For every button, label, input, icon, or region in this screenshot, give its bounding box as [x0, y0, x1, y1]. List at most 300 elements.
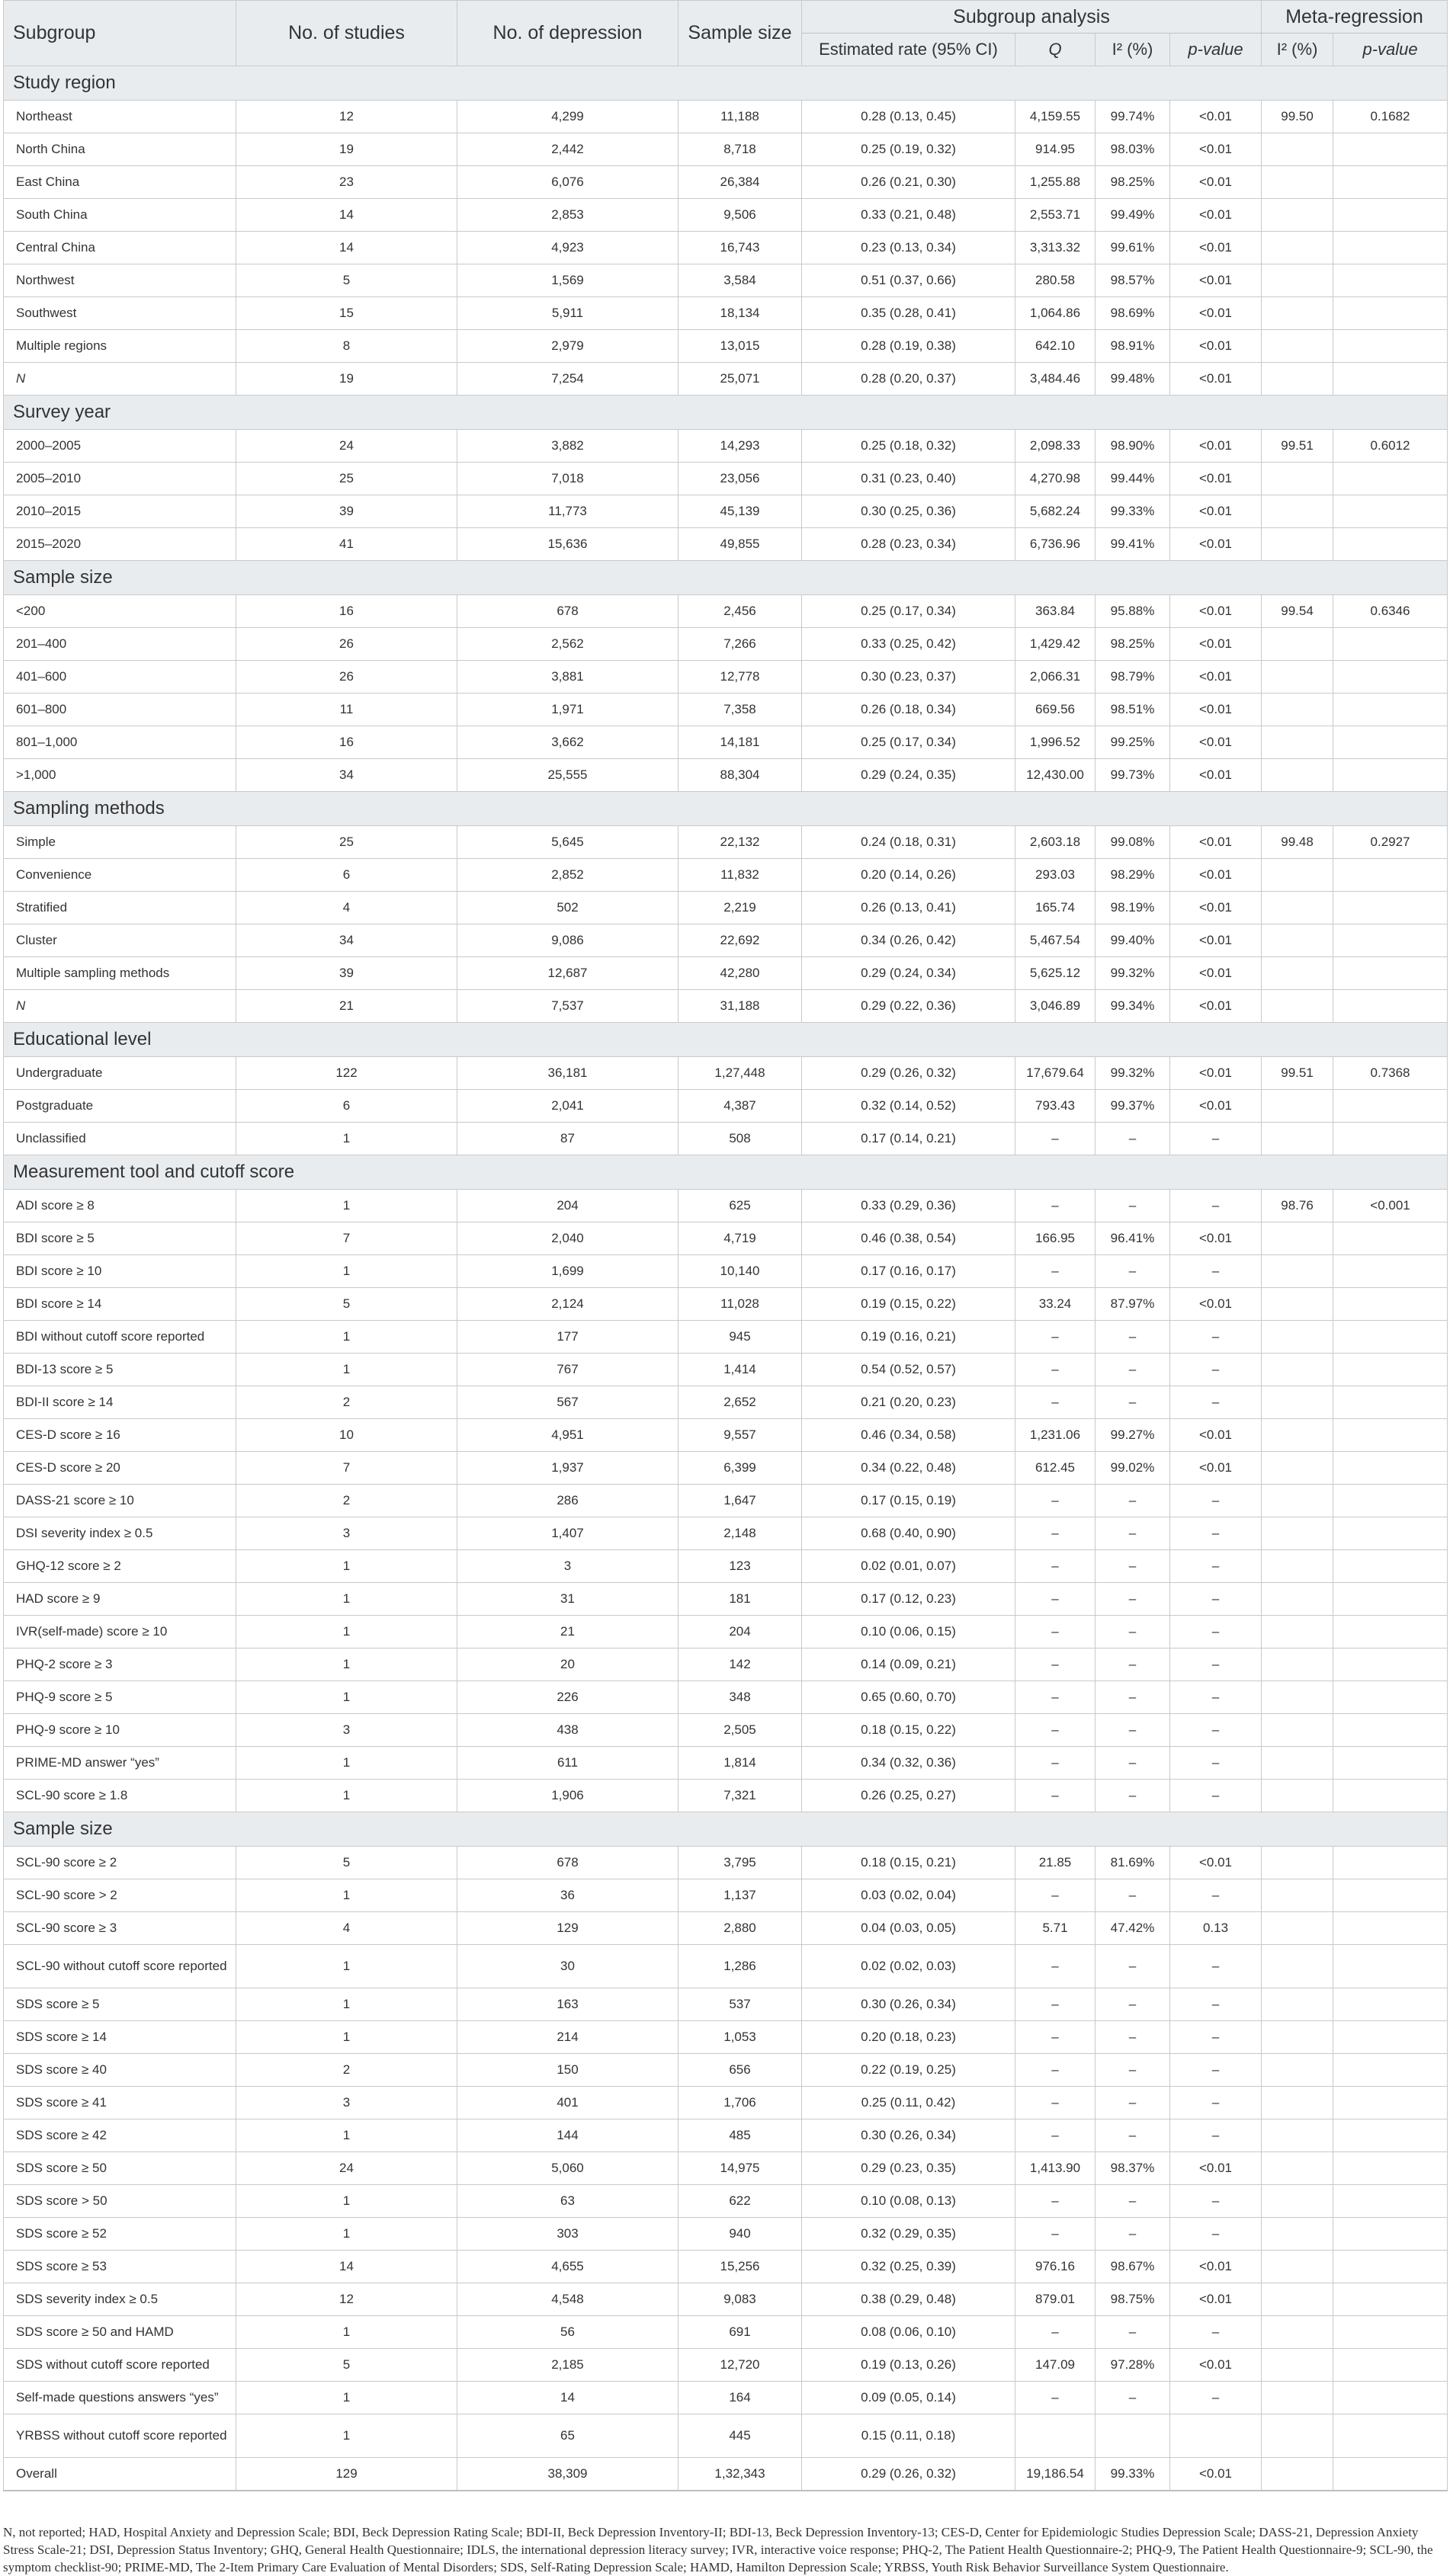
cell-depression: 4,655 — [457, 2251, 678, 2283]
cell-q: 166.95 — [1015, 1222, 1096, 1255]
cell-q: 147.09 — [1015, 2349, 1096, 2382]
cell-q: – — [1015, 1123, 1096, 1155]
cell-subgroup: East China — [4, 166, 236, 199]
cell-i2: 99.33% — [1096, 495, 1170, 528]
table-row — [4, 1945, 1448, 1988]
cell-estimated-rate: 0.10 (0.08, 0.13) — [802, 2185, 1015, 2218]
cell-subgroup: SDS score ≥ 50 — [4, 2152, 236, 2185]
table-row — [4, 1090, 1448, 1123]
cell-depression: 678 — [457, 1847, 678, 1879]
cell-sample-size: 622 — [678, 2185, 802, 2218]
cell-depression: 31 — [457, 1583, 678, 1616]
cell-q: 19,186.54 — [1015, 2458, 1096, 2491]
cell-estimated-rate: 0.18 (0.15, 0.21) — [802, 1847, 1015, 1879]
table-row — [4, 2021, 1448, 2054]
cell-p-value: – — [1170, 1190, 1262, 1222]
cell-mr-i2: 99.54 — [1262, 595, 1333, 628]
cell-depression: 7,537 — [457, 990, 678, 1023]
cell-depression: 401 — [457, 2087, 678, 2119]
cell-p-value: – — [1170, 1583, 1262, 1616]
cell-mr-p-value — [1333, 495, 1448, 528]
cell-studies: 8 — [236, 330, 457, 363]
cell-sample-size: 485 — [678, 2119, 802, 2152]
cell-q: – — [1015, 1616, 1096, 1648]
cell-subgroup: IVR(self-made) score ≥ 10 — [4, 1616, 236, 1648]
cell-mr-i2 — [1262, 1847, 1333, 1879]
cell-subgroup: SDS severity index ≥ 0.5 — [4, 2283, 236, 2316]
cell-mr-i2 — [1262, 1879, 1333, 1912]
cell-depression: 3,882 — [457, 430, 678, 463]
cell-mr-i2 — [1262, 957, 1333, 990]
cell-i2: 96.41% — [1096, 1222, 1170, 1255]
cell-mr-p-value — [1333, 1583, 1448, 1616]
cell-estimated-rate: 0.38 (0.29, 0.48) — [802, 2283, 1015, 2316]
cell-i2: 99.37% — [1096, 1090, 1170, 1123]
cell-depression: 226 — [457, 1681, 678, 1714]
cell-subgroup: BDI-II score ≥ 14 — [4, 1386, 236, 1419]
cell-p-value: <0.01 — [1170, 495, 1262, 528]
cell-q: – — [1015, 1517, 1096, 1550]
cell-estimated-rate: 0.26 (0.13, 0.41) — [802, 892, 1015, 924]
cell-p-value: <0.01 — [1170, 430, 1262, 463]
table-row — [4, 694, 1448, 726]
cell-studies: 23 — [236, 166, 457, 199]
cell-p-value: – — [1170, 2119, 1262, 2152]
table-row — [4, 199, 1448, 232]
cell-mr-i2 — [1262, 232, 1333, 264]
table-row — [4, 1780, 1448, 1812]
cell-p-value: – — [1170, 1945, 1262, 1988]
cell-subgroup: 2010–2015 — [4, 495, 236, 528]
cell-p-value: <0.01 — [1170, 264, 1262, 297]
cell-estimated-rate: 0.19 (0.13, 0.26) — [802, 2349, 1015, 2382]
cell-p-value: – — [1170, 2218, 1262, 2251]
cell-i2: – — [1096, 2054, 1170, 2087]
cell-mr-i2 — [1262, 330, 1333, 363]
cell-studies: 1 — [236, 1648, 457, 1681]
cell-estimated-rate: 0.65 (0.60, 0.70) — [802, 1681, 1015, 1714]
cell-p-value: – — [1170, 1616, 1262, 1648]
subgroup-table — [3, 0, 1448, 2491]
cell-i2: – — [1096, 1485, 1170, 1517]
table-row — [4, 1452, 1448, 1485]
cell-i2: 98.37% — [1096, 2152, 1170, 2185]
cell-p-value: <0.01 — [1170, 1090, 1262, 1123]
cell-mr-p-value — [1333, 1988, 1448, 2021]
table-row — [4, 859, 1448, 892]
cell-mr-i2 — [1262, 1321, 1333, 1354]
table-row — [4, 1681, 1448, 1714]
cell-i2: – — [1096, 2087, 1170, 2119]
cell-mr-p-value — [1333, 463, 1448, 495]
cell-studies: 3 — [236, 1714, 457, 1747]
cell-q: – — [1015, 1714, 1096, 1747]
section-title: Educational level — [4, 1023, 1448, 1057]
cell-q: – — [1015, 1485, 1096, 1517]
col-p-value: p-value — [1170, 34, 1262, 66]
cell-depression: 20 — [457, 1648, 678, 1681]
cell-sample-size: 23,056 — [678, 463, 802, 495]
cell-mr-i2 — [1262, 1386, 1333, 1419]
cell-p-value: <0.01 — [1170, 661, 1262, 694]
cell-subgroup: SCL-90 score > 2 — [4, 1879, 236, 1912]
cell-subgroup: SCL-90 score ≥ 2 — [4, 1847, 236, 1879]
cell-i2: – — [1096, 1123, 1170, 1155]
table-body — [4, 66, 1448, 2491]
cell-p-value: <0.01 — [1170, 297, 1262, 330]
cell-studies: 3 — [236, 1517, 457, 1550]
cell-subgroup: SDS score ≥ 53 — [4, 2251, 236, 2283]
cell-q: 612.45 — [1015, 1452, 1096, 1485]
cell-mr-i2 — [1262, 2414, 1333, 2458]
table-row — [4, 1485, 1448, 1517]
group-meta-regression: Meta-regression — [1262, 1, 1448, 34]
cell-sample-size: 164 — [678, 2382, 802, 2414]
cell-sample-size: 12,778 — [678, 661, 802, 694]
cell-subgroup: PHQ-9 score ≥ 5 — [4, 1681, 236, 1714]
cell-sample-size: 123 — [678, 1550, 802, 1583]
cell-sample-size: 2,456 — [678, 595, 802, 628]
cell-depression: 9,086 — [457, 924, 678, 957]
cell-sample-size: 88,304 — [678, 759, 802, 792]
cell-subgroup: PRIME-MD answer “yes” — [4, 1747, 236, 1780]
cell-p-value: <0.01 — [1170, 628, 1262, 661]
table-row — [4, 1583, 1448, 1616]
table-row — [4, 133, 1448, 166]
cell-depression: 4,548 — [457, 2283, 678, 2316]
cell-i2: 99.08% — [1096, 826, 1170, 859]
cell-mr-p-value: <0.001 — [1333, 1190, 1448, 1222]
cell-depression: 1,971 — [457, 694, 678, 726]
cell-p-value: – — [1170, 1485, 1262, 1517]
cell-estimated-rate: 0.29 (0.23, 0.35) — [802, 2152, 1015, 2185]
cell-mr-i2 — [1262, 1912, 1333, 1945]
table-row — [4, 363, 1448, 396]
cell-sample-size: 15,256 — [678, 2251, 802, 2283]
cell-sample-size: 42,280 — [678, 957, 802, 990]
cell-q: – — [1015, 1780, 1096, 1812]
cell-studies: 34 — [236, 924, 457, 957]
cell-studies: 2 — [236, 2054, 457, 2087]
col-mr-i2: I² (%) — [1262, 34, 1333, 66]
cell-depression: 5,645 — [457, 826, 678, 859]
cell-i2: – — [1096, 1354, 1170, 1386]
cell-estimated-rate: 0.34 (0.22, 0.48) — [802, 1452, 1015, 1485]
cell-i2: – — [1096, 1550, 1170, 1583]
cell-mr-p-value — [1333, 1747, 1448, 1780]
cell-sample-size: 22,132 — [678, 826, 802, 859]
cell-mr-p-value — [1333, 2382, 1448, 2414]
cell-mr-p-value — [1333, 1485, 1448, 1517]
table-row — [4, 957, 1448, 990]
cell-i2: 99.33% — [1096, 2458, 1170, 2491]
cell-mr-i2 — [1262, 2349, 1333, 2382]
cell-mr-i2 — [1262, 1090, 1333, 1123]
cell-mr-i2 — [1262, 363, 1333, 396]
cell-q: – — [1015, 1988, 1096, 2021]
cell-mr-p-value — [1333, 264, 1448, 297]
cell-depression: 2,853 — [457, 199, 678, 232]
cell-p-value: <0.01 — [1170, 595, 1262, 628]
cell-sample-size: 49,855 — [678, 528, 802, 561]
cell-estimated-rate: 0.26 (0.25, 0.27) — [802, 1780, 1015, 1812]
table-row — [4, 1648, 1448, 1681]
table-row — [4, 1354, 1448, 1386]
table-row — [4, 1879, 1448, 1912]
cell-p-value: – — [1170, 1321, 1262, 1354]
cell-mr-p-value — [1333, 2349, 1448, 2382]
cell-depression: 204 — [457, 1190, 678, 1222]
cell-mr-p-value — [1333, 628, 1448, 661]
cell-subgroup: PHQ-2 score ≥ 3 — [4, 1648, 236, 1681]
section-header — [4, 1023, 1448, 1057]
cell-sample-size: 25,071 — [678, 363, 802, 396]
cell-mr-i2 — [1262, 2152, 1333, 2185]
cell-estimated-rate: 0.17 (0.16, 0.17) — [802, 1255, 1015, 1288]
cell-mr-p-value — [1333, 661, 1448, 694]
table-row — [4, 528, 1448, 561]
cell-subgroup: Undergraduate — [4, 1057, 236, 1090]
table-row — [4, 1419, 1448, 1452]
cell-sample-size: 9,506 — [678, 199, 802, 232]
cell-depression: 1,937 — [457, 1452, 678, 1485]
cell-i2: – — [1096, 2119, 1170, 2152]
cell-estimated-rate: 0.02 (0.01, 0.07) — [802, 1550, 1015, 1583]
cell-q: 363.84 — [1015, 595, 1096, 628]
cell-i2: 98.75% — [1096, 2283, 1170, 2316]
cell-depression: 129 — [457, 1912, 678, 1945]
cell-mr-i2 — [1262, 1988, 1333, 2021]
cell-depression: 3 — [457, 1550, 678, 1583]
cell-subgroup: BDI score ≥ 10 — [4, 1255, 236, 1288]
cell-mr-i2 — [1262, 1452, 1333, 1485]
cell-mr-i2: 99.51 — [1262, 430, 1333, 463]
cell-p-value: <0.01 — [1170, 101, 1262, 133]
table-row — [4, 990, 1448, 1023]
cell-estimated-rate: 0.03 (0.02, 0.04) — [802, 1879, 1015, 1912]
cell-i2: – — [1096, 1583, 1170, 1616]
col-subgroup: Subgroup — [4, 1, 236, 66]
table-footnote: N, not reported; HAD, Hospital Anxiety and Depression Scale; BDI, Beck Depression Rating Scale; BDI-II, Beck Depression Inventory-II; BDI-13, Beck Depression Inventory-13; CES-D, Center for Epidemiologic Studies Depression Scale; DASS-21, Depression Anxiety Stress Scale-21; DSI, Depression Status Inventory; GHQ, General Health Questionnaire; IDLS, the international depression literacy survey; IVR, interactive voice response; PHQ-2, The Patient Health Questionnaire-2; PHQ-9, The Patient Health Questionnaire-9; SCL-90, the symptom checklist-90; PRIME-MD, The 2-Item Primary Care Evaluation of Mental Disorders; SDS, Self-Rating Depression Scale; HAMD, Hamilton Depression Scale; YRBSS, Youth Risk Behavior Surveillance System Questionnaire. — [3, 2525, 1433, 2574]
table-row — [4, 2218, 1448, 2251]
cell-q: – — [1015, 2185, 1096, 2218]
cell-subgroup: South China — [4, 199, 236, 232]
cell-studies: 14 — [236, 232, 457, 264]
cell-studies: 21 — [236, 990, 457, 1023]
cell-studies: 25 — [236, 826, 457, 859]
cell-estimated-rate: 0.30 (0.26, 0.34) — [802, 2119, 1015, 2152]
table-row — [4, 661, 1448, 694]
cell-subgroup: SDS score ≥ 5 — [4, 1988, 236, 2021]
col-studies: No. of studies — [236, 1, 457, 66]
cell-subgroup: SDS without cutoff score reported — [4, 2349, 236, 2382]
cell-studies: 12 — [236, 2283, 457, 2316]
cell-mr-p-value — [1333, 2251, 1448, 2283]
cell-p-value — [1170, 2414, 1262, 2458]
cell-estimated-rate: 0.35 (0.28, 0.41) — [802, 297, 1015, 330]
cell-depression: 14 — [457, 2382, 678, 2414]
cell-mr-i2 — [1262, 2087, 1333, 2119]
cell-estimated-rate: 0.08 (0.06, 0.10) — [802, 2316, 1015, 2349]
cell-subgroup: Convenience — [4, 859, 236, 892]
cell-i2: 98.67% — [1096, 2251, 1170, 2283]
cell-depression: 63 — [457, 2185, 678, 2218]
cell-i2: – — [1096, 1255, 1170, 1288]
cell-mr-i2 — [1262, 2382, 1333, 2414]
cell-estimated-rate: 0.25 (0.17, 0.34) — [802, 726, 1015, 759]
section-header — [4, 1812, 1448, 1847]
table-row — [4, 101, 1448, 133]
cell-mr-i2 — [1262, 2458, 1333, 2491]
cell-mr-i2: 99.48 — [1262, 826, 1333, 859]
cell-sample-size: 1,706 — [678, 2087, 802, 2119]
cell-q: – — [1015, 1255, 1096, 1288]
cell-mr-i2 — [1262, 759, 1333, 792]
table-row — [4, 1714, 1448, 1747]
cell-p-value: – — [1170, 1255, 1262, 1288]
cell-p-value: <0.01 — [1170, 2251, 1262, 2283]
cell-mr-p-value — [1333, 1517, 1448, 1550]
cell-studies: 1 — [236, 2218, 457, 2251]
col-q: Q — [1015, 34, 1096, 66]
cell-sample-size: 656 — [678, 2054, 802, 2087]
cell-mr-i2: 99.50 — [1262, 101, 1333, 133]
cell-estimated-rate: 0.25 (0.18, 0.32) — [802, 430, 1015, 463]
cell-q: – — [1015, 2087, 1096, 2119]
cell-mr-p-value — [1333, 1354, 1448, 1386]
cell-i2: – — [1096, 2185, 1170, 2218]
cell-subgroup: DSI severity index ≥ 0.5 — [4, 1517, 236, 1550]
cell-estimated-rate: 0.29 (0.24, 0.34) — [802, 957, 1015, 990]
cell-sample-size: 691 — [678, 2316, 802, 2349]
cell-sample-size: 3,795 — [678, 1847, 802, 1879]
table-row — [4, 1847, 1448, 1879]
cell-q: 976.16 — [1015, 2251, 1096, 2283]
table-row — [4, 628, 1448, 661]
cell-studies: 2 — [236, 1386, 457, 1419]
cell-subgroup: Self-made questions answers “yes” — [4, 2382, 236, 2414]
cell-studies: 5 — [236, 1847, 457, 1879]
section-header — [4, 66, 1448, 101]
cell-mr-i2 — [1262, 1550, 1333, 1583]
cell-i2: – — [1096, 1517, 1170, 1550]
cell-estimated-rate: 0.25 (0.17, 0.34) — [802, 595, 1015, 628]
cell-mr-p-value — [1333, 2185, 1448, 2218]
cell-q: – — [1015, 1583, 1096, 1616]
table-row — [4, 1321, 1448, 1354]
cell-subgroup: SCL-90 without cutoff score reported — [4, 1945, 236, 1988]
cell-p-value: – — [1170, 2185, 1262, 2218]
cell-estimated-rate: 0.34 (0.26, 0.42) — [802, 924, 1015, 957]
cell-estimated-rate: 0.26 (0.18, 0.34) — [802, 694, 1015, 726]
cell-mr-p-value — [1333, 990, 1448, 1023]
cell-mr-i2 — [1262, 199, 1333, 232]
cell-sample-size: 2,880 — [678, 1912, 802, 1945]
cell-studies: 14 — [236, 2251, 457, 2283]
cell-subgroup: Postgraduate — [4, 1090, 236, 1123]
cell-sample-size: 1,286 — [678, 1945, 802, 1988]
cell-mr-p-value: 0.7368 — [1333, 1057, 1448, 1090]
cell-mr-p-value — [1333, 232, 1448, 264]
cell-subgroup: >1,000 — [4, 759, 236, 792]
cell-subgroup: SDS score ≥ 52 — [4, 2218, 236, 2251]
cell-sample-size: 4,387 — [678, 1090, 802, 1123]
cell-depression: 144 — [457, 2119, 678, 2152]
cell-q: – — [1015, 1550, 1096, 1583]
cell-studies: 1 — [236, 2316, 457, 2349]
cell-mr-p-value: 0.6012 — [1333, 430, 1448, 463]
cell-mr-p-value: 0.2927 — [1333, 826, 1448, 859]
cell-mr-p-value — [1333, 2283, 1448, 2316]
cell-studies: 1 — [236, 1190, 457, 1222]
cell-p-value: <0.01 — [1170, 1847, 1262, 1879]
cell-p-value: <0.01 — [1170, 199, 1262, 232]
cell-estimated-rate: 0.22 (0.19, 0.25) — [802, 2054, 1015, 2087]
cell-studies: 16 — [236, 726, 457, 759]
cell-estimated-rate: 0.28 (0.23, 0.34) — [802, 528, 1015, 561]
cell-subgroup: Simple — [4, 826, 236, 859]
cell-mr-i2 — [1262, 1616, 1333, 1648]
cell-p-value: <0.01 — [1170, 133, 1262, 166]
cell-estimated-rate: 0.68 (0.40, 0.90) — [802, 1517, 1015, 1550]
table-row — [4, 2414, 1448, 2458]
cell-mr-p-value — [1333, 2087, 1448, 2119]
cell-mr-p-value — [1333, 2021, 1448, 2054]
table-row — [4, 1288, 1448, 1321]
cell-estimated-rate: 0.33 (0.29, 0.36) — [802, 1190, 1015, 1222]
cell-depression: 3,881 — [457, 661, 678, 694]
cell-p-value: – — [1170, 1550, 1262, 1583]
cell-p-value: – — [1170, 1879, 1262, 1912]
cell-studies: 3 — [236, 2087, 457, 2119]
cell-studies: 1 — [236, 1123, 457, 1155]
cell-sample-size: 940 — [678, 2218, 802, 2251]
cell-p-value: <0.01 — [1170, 990, 1262, 1023]
cell-mr-p-value — [1333, 726, 1448, 759]
cell-mr-p-value — [1333, 957, 1448, 990]
cell-depression: 1,569 — [457, 264, 678, 297]
table-row — [4, 826, 1448, 859]
cell-sample-size: 10,140 — [678, 1255, 802, 1288]
cell-mr-i2: 99.51 — [1262, 1057, 1333, 1090]
cell-subgroup: CES-D score ≥ 16 — [4, 1419, 236, 1452]
cell-mr-p-value — [1333, 1616, 1448, 1648]
cell-subgroup: Overall — [4, 2458, 236, 2491]
table-row — [4, 1517, 1448, 1550]
cell-mr-p-value: 0.1682 — [1333, 101, 1448, 133]
cell-i2: – — [1096, 1747, 1170, 1780]
cell-i2: 98.25% — [1096, 166, 1170, 199]
cell-studies: 6 — [236, 859, 457, 892]
cell-i2: 98.19% — [1096, 892, 1170, 924]
cell-depression: 30 — [457, 1945, 678, 1988]
cell-q: 3,046.89 — [1015, 990, 1096, 1023]
cell-estimated-rate: 0.33 (0.25, 0.42) — [802, 628, 1015, 661]
cell-p-value: <0.01 — [1170, 232, 1262, 264]
cell-depression: 177 — [457, 1321, 678, 1354]
table-row — [4, 297, 1448, 330]
cell-estimated-rate: 0.46 (0.38, 0.54) — [802, 1222, 1015, 1255]
cell-studies: 5 — [236, 1288, 457, 1321]
cell-i2: – — [1096, 1879, 1170, 1912]
cell-mr-p-value — [1333, 1879, 1448, 1912]
cell-estimated-rate: 0.04 (0.03, 0.05) — [802, 1912, 1015, 1945]
cell-studies: 26 — [236, 628, 457, 661]
cell-p-value: <0.01 — [1170, 2283, 1262, 2316]
cell-studies: 7 — [236, 1452, 457, 1485]
cell-estimated-rate: 0.21 (0.20, 0.23) — [802, 1386, 1015, 1419]
cell-depression: 1,407 — [457, 1517, 678, 1550]
